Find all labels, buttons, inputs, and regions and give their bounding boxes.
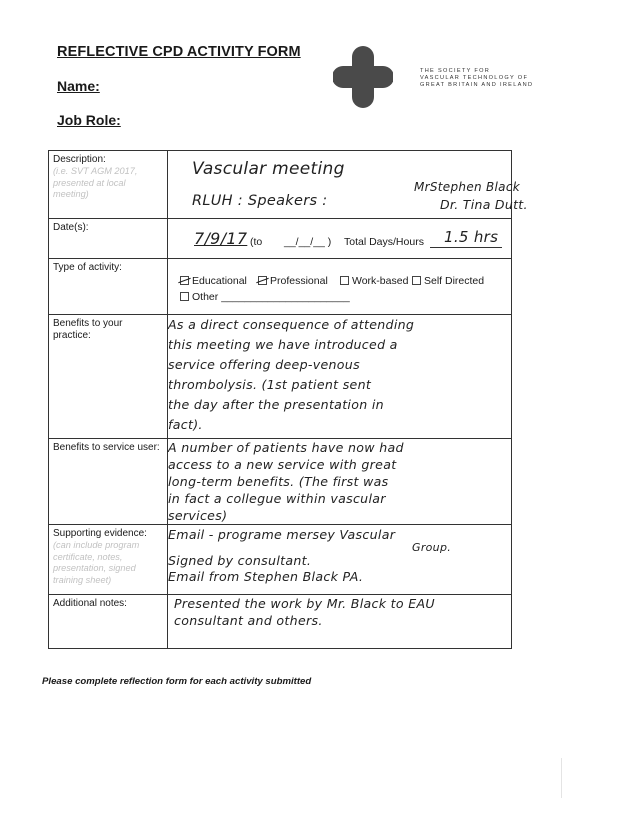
- scan-edge-line: [561, 758, 562, 798]
- benefits-service-row: [49, 439, 512, 525]
- date-from: 7/9/17: [194, 229, 248, 248]
- evidence-label: Supporting evidence:: [53, 528, 147, 539]
- service-line-4: in fact a collegue within vascular: [168, 491, 386, 506]
- other-blank: ______________________: [221, 291, 350, 303]
- notes-row: [49, 595, 512, 649]
- total-label: Total Days/Hours: [344, 236, 424, 248]
- form-title: REFLECTIVE CPD ACTIVITY FORM: [57, 44, 301, 60]
- total-value: 1.5 hrs: [444, 228, 499, 246]
- service-line-5: services): [168, 508, 228, 523]
- evidence-line-1: Email - programe mersey Vascular: [168, 527, 396, 542]
- practice-line-3: service offering deep-venous: [168, 357, 360, 372]
- option-educational[interactable]: [180, 275, 247, 287]
- practice-line-2: this meeting we have introduced a: [168, 337, 398, 352]
- option-work-based[interactable]: [340, 275, 408, 287]
- evidence-hint: (can include program certificate, notes, presentation, signed training sheet): [53, 540, 140, 585]
- description-speaker-2: Dr. Tina Dutt.: [440, 197, 528, 212]
- option-other[interactable]: [180, 291, 350, 303]
- description-line-1: Vascular meeting: [192, 159, 345, 179]
- description-hint: (i.e. SVT AGM 2017, presented at local meeting): [53, 166, 138, 200]
- option-self-directed[interactable]: [412, 275, 484, 287]
- footer-instruction: Please complete reflection form for each activity submitted: [42, 676, 312, 687]
- date-to: __/__/__ ): [284, 236, 332, 248]
- service-line-2: access to a new service with great: [168, 457, 397, 472]
- service-line-1: A number of patients have now had: [168, 440, 404, 455]
- description-cell: [49, 151, 168, 219]
- org-line-2: VASCULAR TECHNOLOGY OF: [420, 75, 529, 82]
- service-line-3: long-term benefits. (The first was: [168, 474, 389, 489]
- benefits-practice-cell: [49, 315, 168, 439]
- professional-checkbox[interactable]: [258, 276, 267, 285]
- educational-label: Educational: [192, 275, 247, 287]
- benefits-service-value[interactable]: [168, 439, 512, 525]
- description-label: Description:: [53, 154, 106, 165]
- cross-logo-icon: [333, 46, 393, 108]
- notes-line-1: Presented the work by Mr. Black to EAU: [174, 596, 435, 611]
- description-row: [49, 151, 512, 219]
- evidence-row: [49, 525, 512, 595]
- evidence-line-3: Signed by consultant.: [168, 553, 312, 568]
- description-value[interactable]: [168, 151, 528, 219]
- work-based-checkbox[interactable]: [340, 276, 349, 285]
- practice-line-6: fact).: [168, 417, 203, 432]
- practice-line-4: thrombolysis. (1st patient sent: [168, 377, 372, 392]
- benefits-service-cell: [49, 439, 168, 525]
- cpd-form-table: [48, 150, 528, 649]
- org-line-3: GREAT BRITAIN AND IRELAND: [420, 82, 534, 89]
- self-directed-checkbox[interactable]: [412, 276, 421, 285]
- evidence-cell: [49, 525, 168, 595]
- benefits-practice-label: Benefits to your practice:: [53, 318, 123, 341]
- type-label: Type of activity:: [53, 262, 122, 273]
- type-value: [168, 259, 512, 315]
- evidence-line-4: Email from Stephen Black PA.: [168, 569, 364, 584]
- type-row: [49, 259, 512, 315]
- description-line-2: RLUH : Speakers :: [192, 193, 328, 209]
- org-line-1: THE SOCIETY FOR: [420, 68, 491, 74]
- evidence-value[interactable]: [168, 525, 512, 595]
- other-checkbox[interactable]: [180, 292, 189, 301]
- organisation-name: [420, 68, 533, 90]
- practice-line-5: the day after the presentation in: [168, 397, 384, 412]
- type-cell: [49, 259, 168, 315]
- notes-line-2: consultant and others.: [174, 613, 323, 628]
- evidence-line-2: Group.: [412, 541, 452, 554]
- total-underline: [430, 247, 502, 248]
- benefits-practice-row: [49, 315, 512, 439]
- job-role-label: Job Role:: [57, 112, 121, 128]
- dates-label: Date(s):: [53, 222, 89, 233]
- notes-label: Additional notes:: [53, 598, 127, 609]
- date-to-text: (to: [250, 236, 263, 248]
- benefits-service-label: Benefits to service user:: [53, 442, 160, 453]
- dates-value[interactable]: [168, 219, 512, 259]
- other-label: Other: [192, 291, 219, 303]
- work-based-label: Work-based: [352, 275, 409, 287]
- benefits-practice-value[interactable]: [168, 315, 512, 439]
- professional-label: Professional: [270, 275, 328, 287]
- option-professional[interactable]: [258, 275, 328, 287]
- notes-cell: [49, 595, 168, 649]
- self-directed-label: Self Directed: [424, 275, 485, 287]
- dates-cell: [49, 219, 168, 259]
- name-label: Name:: [57, 78, 100, 94]
- notes-value[interactable]: [168, 595, 512, 649]
- educational-checkbox[interactable]: [180, 276, 189, 285]
- description-speaker-1: MrStephen Black: [414, 180, 520, 194]
- practice-line-1: As a direct consequence of attending: [168, 317, 415, 332]
- dates-row: [49, 219, 512, 259]
